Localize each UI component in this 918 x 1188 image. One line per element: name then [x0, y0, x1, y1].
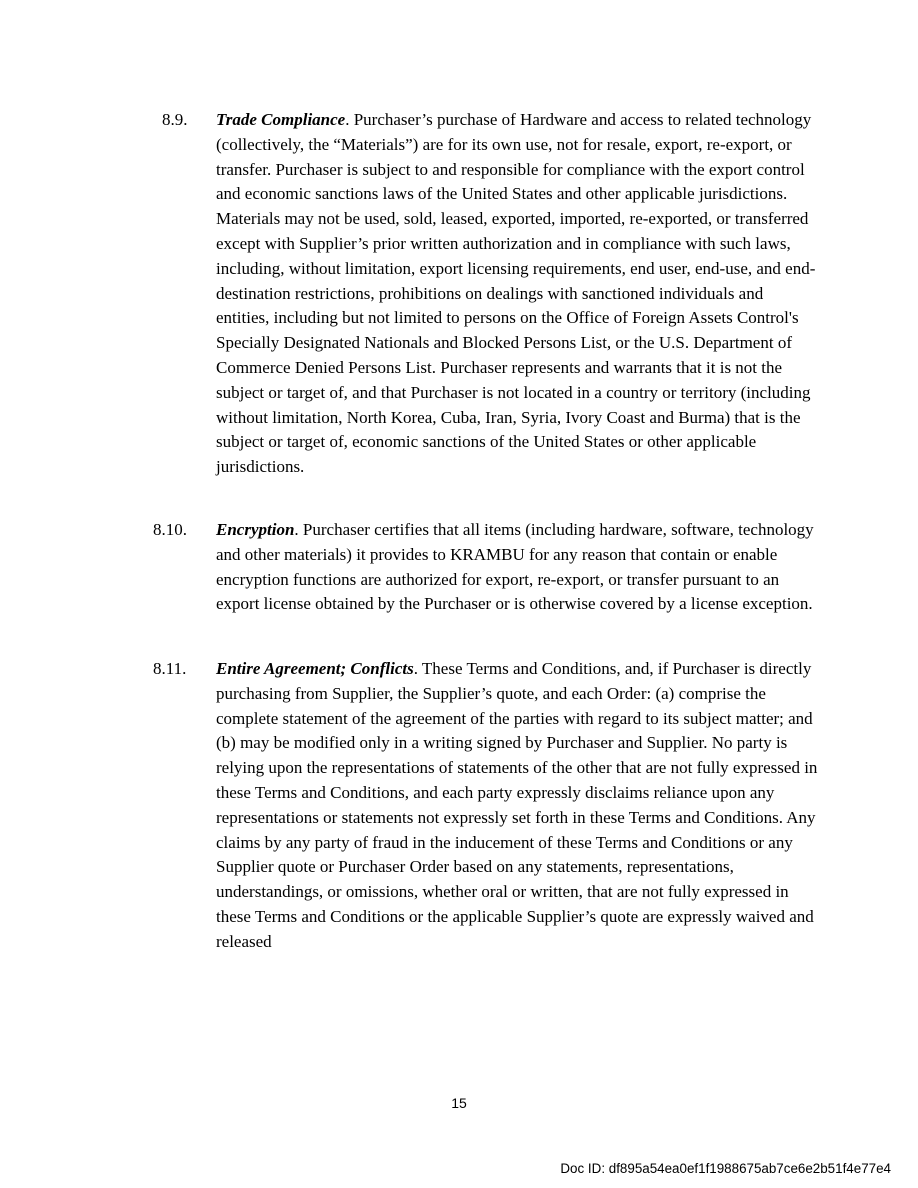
section-heading: Trade Compliance [216, 110, 346, 129]
section-body [216, 657, 818, 955]
section-number: 8.10. [153, 520, 187, 539]
section-heading: Encryption [216, 520, 295, 539]
section-text: . These Terms and Conditions, and, if Purchaser is directly purchasing from Supplier, the Supplier’s quote, and each Order: (a) comprise the complete statement of the agreement of the parties with regard to its subject matter; and (b) may be modified only in a writing signed by Purchaser and Supplier. No party is relying upon the representations of statements of the other that are not fully expressed in these Terms and Conditions, and each party expressly disclaims reliance upon any representations or statements not expressly set forth in these Terms and Conditions. Any claims by any party of fraud in the inducement of these Terms and Conditions or any Supplier quote or Purchaser Order based on any statements, representations, understandings, or omissions, whether oral or written, that are not fully expressed in these Terms and Conditions or the applicable Supplier’s quote are expressly waived and released [216, 659, 818, 951]
section-text: . Purchaser’s purchase of Hardware and access to related technology (collectively, the “Materials”) are for its own use, not for resale, export, re-export, or transfer. Purchaser is subject to and responsible for compliance with the export control and economic sanctions laws of the United States and other applicable jurisdictions. Materials may not be used, sold, leased, exported, imported, re-exported, or transferred except with Supplier’s prior written authorization and in compliance with such laws, including, without limitation, export licensing requirements, end user, end-use, and end-destination restrictions, prohibitions on dealings with sanctioned individuals and entities, including but not limited to persons on the Office of Foreign Assets Control's Specially Designated Nationals and Blocked Persons List, or the U.S. Department of Commerce Denied Persons List. Purchaser represents and warrants that it is not the subject or target of, and that Purchaser is not located in a country or territory (including without limitation, North Korea, Cuba, Iran, Syria, Ivory Coast and Burma) that is the subject or target of, economic sanctions of the United States or other applicable jurisdictions. [216, 110, 816, 477]
section-body [216, 518, 818, 617]
section-heading: Entire Agreement; Conflicts [216, 659, 414, 678]
section-number: 8.11. [153, 659, 187, 678]
section-number: 8.9. [162, 110, 188, 129]
section-text: . Purchaser certifies that all items (including hardware, software, technology and other materials) it provides to KRAMBU for any reason that contain or enable encryption functions are authorized for export, re-export, or transfer pursuant to an export license obtained by the Purchaser or is otherwise covered by a license exception. [216, 520, 814, 614]
section-body [216, 108, 818, 480]
doc-id: Doc ID: df895a54ea0ef1f1988675ab7ce6e2b51f4e77e4 [560, 1161, 891, 1176]
page-number: 15 [451, 1095, 467, 1111]
